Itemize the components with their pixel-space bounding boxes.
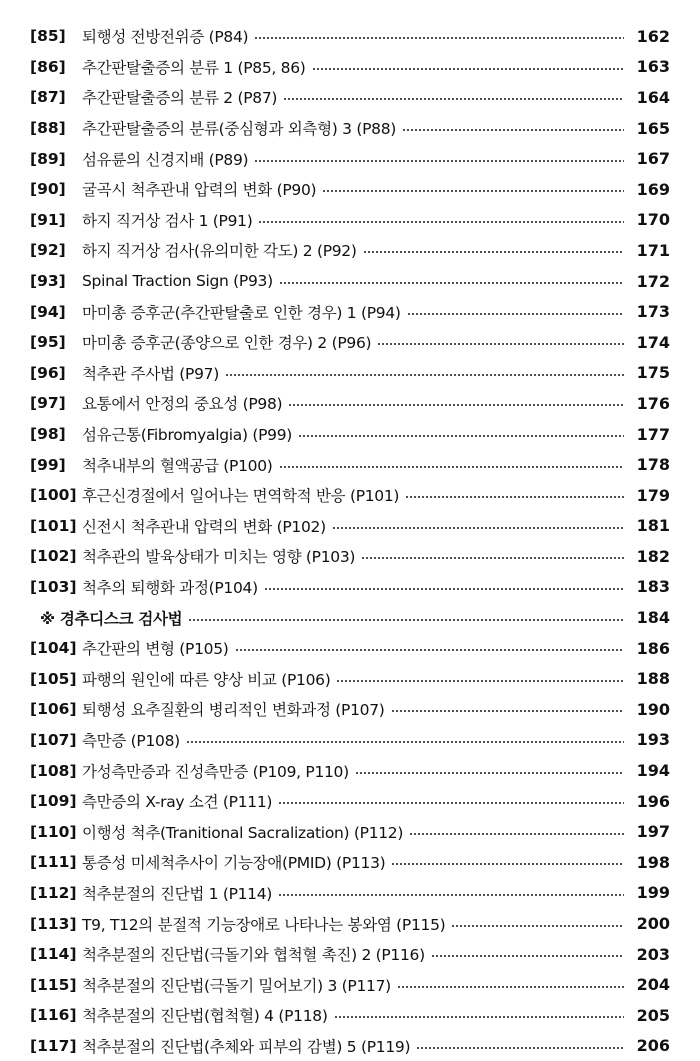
toc-row [30,358,670,389]
entry-number: [108] [30,761,77,780]
entry-number: [110] [30,822,77,841]
toc-row [30,725,670,756]
entry-page-number: 173 [636,302,670,322]
dot-leader [298,435,624,437]
dot-leader [332,527,624,529]
entry-number: [98] [30,425,66,444]
toc-row [30,541,670,572]
entry-title: 가성측만증과 진성측만증 (P109, P110) [82,762,349,781]
entry-number: [86] [30,57,66,76]
entry-number: [117] [30,1036,77,1055]
toc-row [30,82,670,113]
dot-leader [407,313,624,315]
dot-leader [361,557,624,559]
entry-number: [93] [30,272,66,291]
toc-row [30,449,670,480]
entry-number: [109] [30,792,77,811]
toc-row [30,633,670,664]
entry-title: 척추분절의 진단법(극돌기와 협척혈 촉진) 2 (P116) [82,946,425,965]
table-of-contents [30,21,670,1061]
dot-leader [258,221,624,223]
dot-leader [283,98,624,100]
entry-number: [106] [30,700,77,719]
entry-page-number: 182 [636,546,670,566]
dot-leader [225,374,624,376]
dot-leader [451,925,624,927]
entry-title: 추간판탈출증의 분류 2 (P87) [82,89,278,108]
entry-number: [114] [30,945,77,964]
toc-row [30,388,670,419]
toc-row [30,266,670,297]
entry-number: [99] [30,455,66,474]
entry-title: 하지 직거상 검사(유의미한 각도) 2 (P92) [82,242,357,261]
entry-title: 굴곡시 척추관내 압력의 변화 (P90) [82,181,317,200]
entry-title: 퇴행성 전방전위증 (P84) [82,28,249,47]
entry-page-number: 174 [636,332,670,352]
entry-number: [101] [30,516,77,535]
dot-leader [363,251,624,253]
entry-number: [105] [30,669,77,688]
entry-page-number: 172 [636,271,670,291]
entry-number: [97] [30,394,66,413]
entry-title: 후근신경절에서 일어나는 면역학적 반응 (P101) [82,487,400,506]
entry-page-number: 183 [636,577,670,597]
entry-title: 파행의 원인에 따른 양상 비교 (P106) [82,670,331,689]
entry-page-number: 203 [636,944,670,964]
entry-page-number: 181 [636,516,670,536]
toc-row [30,847,670,878]
dot-leader [355,772,624,774]
dot-leader [336,680,624,682]
toc-row [30,878,670,909]
toc-row [30,816,670,847]
toc-row [30,1031,670,1061]
entry-page-number: 177 [636,424,670,444]
toc-row [30,1000,670,1031]
toc-row [30,939,670,970]
entry-title: 측만증의 X-ray 소견 (P111) [82,793,273,812]
entry-page-number: 198 [636,852,670,872]
toc-row [30,969,670,1000]
entry-title: 척추의 퇴행화 과정(P104) [82,578,258,597]
entry-title: 추간판탈출증의 분류(중심형과 외측형) 3 (P88) [82,120,396,139]
entry-page-number: 199 [636,883,670,903]
dot-leader [391,863,624,865]
entry-number: [91] [30,210,66,229]
entry-title: 섬유륜의 신경지배 (P89) [82,150,249,169]
entry-page-number: 194 [636,761,670,781]
dot-leader [402,129,624,131]
entry-page-number: 205 [636,1005,670,1025]
toc-row [30,786,670,817]
entry-page-number: 164 [636,87,670,107]
entry-page-number: 162 [636,26,670,46]
dot-leader [279,466,624,468]
entry-page-number: 179 [636,485,670,505]
entry-page-number: 190 [636,699,670,719]
dot-leader [431,955,624,957]
entry-title: 추간판탈출증의 분류 1 (P85, 86) [82,58,306,77]
toc-row [30,174,670,205]
entry-title: 척추분절의 진단법(추체와 피부의 감별) 5 (P119) [82,1037,411,1056]
entry-number: [94] [30,302,66,321]
entry-title: 통증성 미세척추사이 기능장애(PMID) (P113) [82,854,386,873]
entry-page-number: 188 [636,669,670,689]
entry-page-number: 171 [636,240,670,260]
dot-leader [405,496,624,498]
dot-leader [334,1016,624,1018]
dot-leader [278,802,624,804]
entry-title: 척추관 주사법 (P97) [82,364,219,383]
entry-page-number: 184 [636,608,670,628]
toc-row [30,572,670,603]
entry-page-number: 169 [636,179,670,199]
toc-row [30,755,670,786]
toc-row [30,113,670,144]
entry-page-number: 196 [636,791,670,811]
toc-row [30,480,670,511]
dot-leader [397,986,624,988]
dot-leader [235,649,624,651]
entry-title: ※ 경추디스크 검사법 [40,609,183,628]
entry-number: [88] [30,119,66,138]
dot-leader [278,894,624,896]
toc-row [30,143,670,174]
entry-title: 섬유근통(Fibromyalgia) (P99) [82,426,293,445]
dot-leader [279,282,624,284]
entry-title: 퇴행성 요추질환의 병리적인 변화과정 (P107) [82,701,385,720]
dot-leader [322,190,624,192]
toc-row [30,419,670,450]
entry-number: [111] [30,853,77,872]
toc-row [30,21,670,52]
toc-row [30,663,670,694]
entry-number: [107] [30,730,77,749]
entry-number: [100] [30,486,77,505]
entry-page-number: 175 [636,363,670,383]
entry-title: 이행성 척추(Tranitional Sacralization) (P112) [82,823,404,842]
entry-page-number: 178 [636,455,670,475]
entry-page-number: 170 [636,210,670,230]
toc-row [30,327,670,358]
entry-number: [115] [30,975,77,994]
dot-leader [254,37,624,39]
dot-leader [391,710,624,712]
entry-number: [113] [30,914,77,933]
entry-page-number: 176 [636,393,670,413]
toc-row [30,52,670,83]
dot-leader [416,1047,624,1049]
entry-number: [89] [30,149,66,168]
entry-title: 측만증 (P108) [82,731,180,750]
entry-page-number: 206 [636,1036,670,1056]
entry-number: [90] [30,180,66,199]
dot-leader [312,68,624,70]
entry-page-number: 193 [636,730,670,750]
dot-leader [254,160,624,162]
entry-page-number: 200 [636,914,670,934]
entry-number: [102] [30,547,77,566]
entry-title: 신전시 척추관내 압력의 변화 (P102) [82,517,326,536]
dot-leader [186,741,624,743]
toc-row [30,602,670,633]
entry-title: T9, T12의 분절적 기능장애로 나타나는 봉와염 (P115) [82,915,446,934]
entry-page-number: 197 [636,822,670,842]
entry-title: 하지 직거상 검사 1 (P91) [82,211,253,230]
toc-row [30,511,670,542]
entry-title: 척추내부의 혈액공급 (P100) [82,456,273,475]
toc-row [30,694,670,725]
entry-number: [96] [30,363,66,382]
toc-row [30,235,670,266]
entry-number: [104] [30,639,77,658]
entry-page-number: 163 [636,57,670,77]
entry-number: [95] [30,333,66,352]
entry-number: [103] [30,577,77,596]
toc-row [30,296,670,327]
entry-title: Spinal Traction Sign (P93) [82,272,273,291]
entry-number: [116] [30,1006,77,1025]
entry-title: 척추관의 발육상태가 미치는 영향 (P103) [82,548,356,567]
entry-page-number: 167 [636,149,670,169]
entry-page-number: 165 [636,118,670,138]
dot-leader [409,833,624,835]
entry-page-number: 186 [636,638,670,658]
dot-leader [264,588,624,590]
dot-leader [377,343,624,345]
entry-number: [87] [30,88,66,107]
toc-row [30,908,670,939]
dot-leader [288,404,624,406]
entry-title: 척추분절의 진단법(극돌기 밀어보기) 3 (P117) [82,976,391,995]
entry-page-number: 204 [636,975,670,995]
toc-row [30,205,670,236]
entry-title: 마미총 증후군(추간판탈출로 인한 경우) 1 (P94) [82,303,401,322]
entry-title: 마미총 증후군(종양으로 인한 경우) 2 (P96) [82,334,372,353]
entry-title: 척추분절의 진단법 1 (P114) [82,884,273,903]
entry-title: 요통에서 안정의 중요성 (P98) [82,395,283,414]
entry-title: 추간판의 변형 (P105) [82,640,229,659]
entry-title: 척추분절의 진단법(협척혈) 4 (P118) [82,1007,328,1026]
entry-number: [92] [30,241,66,260]
dot-leader [188,619,624,621]
entry-number: [112] [30,883,77,902]
entry-number: [85] [30,27,66,46]
